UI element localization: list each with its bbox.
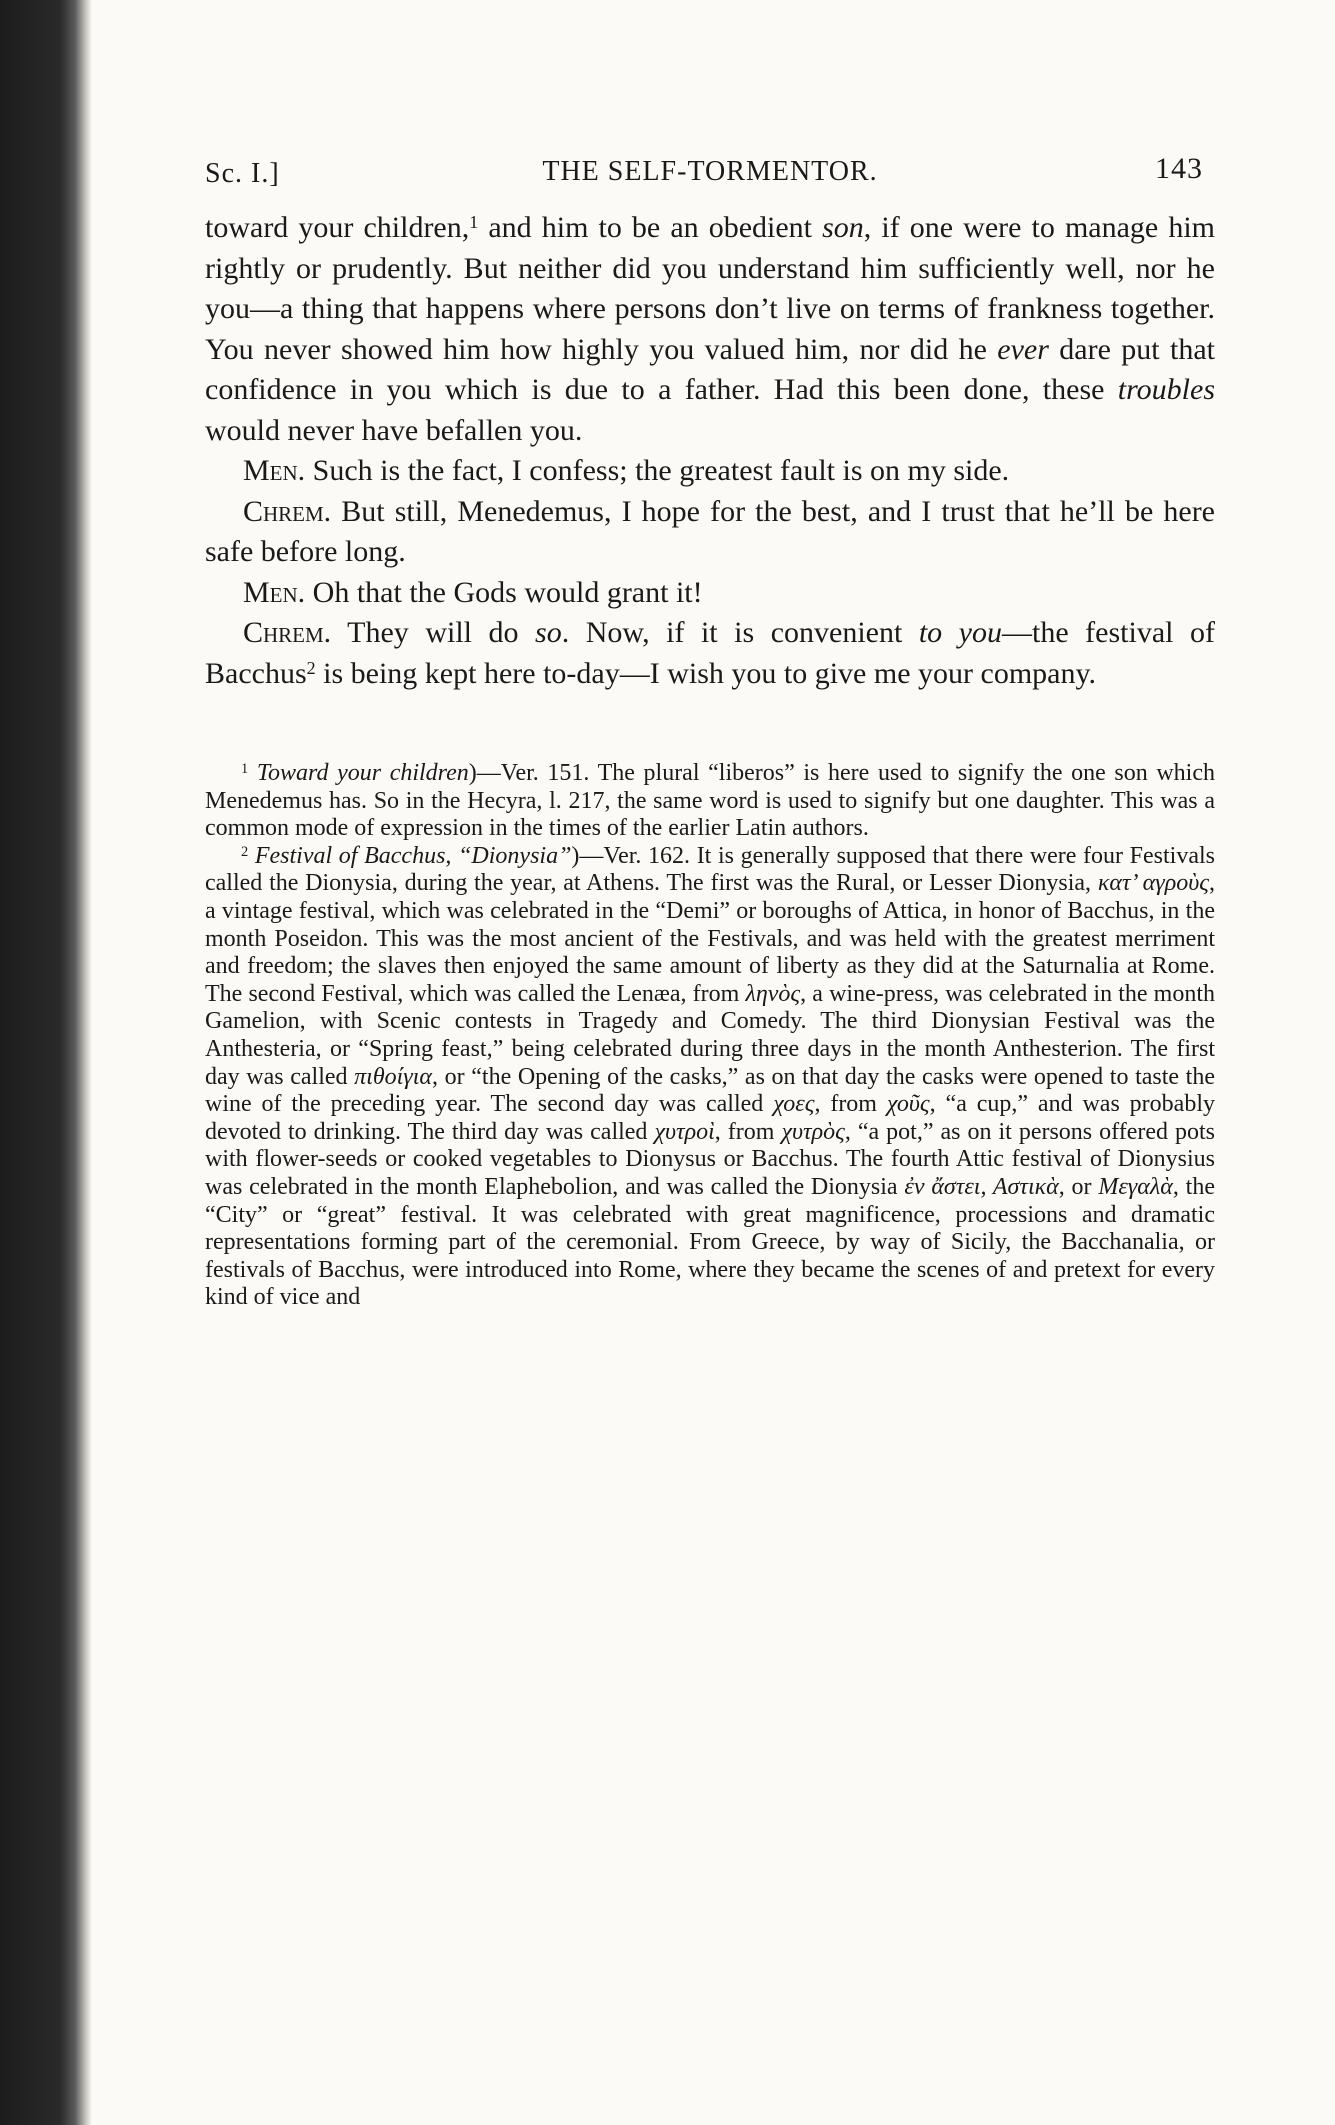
footnote-1: $^1$ Toward your children)—Ver. 151. The plural “liberos” is here used to signify the one son which Menedemus has. So in the Hecyra, l. 217, the same word is used to signify but one daughter. This was a common mode of expression in the times of the earlier Latin authors. xyxy=(205,760,1215,842)
paragraph-1: toward your children,$^1$ and him to be an obedient son, if one were to manage him rightly or prudently. But neither did you understand him sufficiently well, nor he you—a thing that happens where persons don’t live on terms of frankness together. You never showed him how highly you valued him, nor did he ever dare put that confidence in you which is due to a father. Had this been done, these troubles would never have befallen you. xyxy=(205,211,1215,447)
running-title: THE SELF-TORMENTOR. xyxy=(542,156,878,187)
book-page xyxy=(205,150,1215,1312)
binding-shadow xyxy=(0,0,92,2125)
greek-term: χοες xyxy=(773,1091,815,1118)
running-head xyxy=(205,150,1215,204)
page-number: 143 xyxy=(1155,152,1203,185)
footnote-lemma: Toward your children xyxy=(256,760,469,786)
greek-term: ἐν ἄστει, Αστικὰ xyxy=(904,1173,1059,1200)
footnote-marker: 2 xyxy=(241,843,249,860)
speech-chremes-1: Chrem. But still, Menedemus, I hope for the best, and I trust that he’ll be here safe before long. xyxy=(205,494,1215,568)
footnote-ref-1: 1 xyxy=(469,212,479,232)
footnote-ref-2: 2 xyxy=(306,657,316,678)
speaker-name: Chrem. xyxy=(243,494,332,528)
greek-term: χυτρὸς xyxy=(781,1118,845,1145)
footnote-lemma: Festival of Bacchus, “Dionysia” xyxy=(254,842,572,869)
speech-menedemus-2: Men. Oh that the Gods would grant it! xyxy=(243,575,703,609)
speech-menedemus-1: Men. Such is the fact, I confess; the greatest fault is on my side. xyxy=(243,454,1010,487)
main-text xyxy=(205,208,1215,694)
section-marker: Sc. I.] xyxy=(205,158,280,189)
footnote-2: $^2$ Festival of Bacchus, “Dionysia”)—Ver. 162. It is generally supposed that there were four Festivals called the Dionysia, during the year, at Athens. The first was the Rural, or Lesser Dionysia, κατ’ αγροὺς, a vintage festival, which was celebrated in the “Demi” or boroughs of Attica, in honor of Bacchus, in the month Poseidon. This was the most ancient of the Festivals, and was held with the greatest merriment and freedom; the slaves then enjoyed the same amount of liberty as they did at the Saturnalia at Rome. The second Festival, which was called the Lenæa, from ληνὸς, a wine-press, was celebrated in the month Gamelion, with Scenic contests in Tragedy and Comedy. The third Dionysian Festival was the Anthesteria, or “Spring feast,” being celebrated during three days in the month Anthesterion. The first day was called πιθοίγια, or “the Opening of the casks,” as on that day the casks were opened to taste the wine of the preceding year. The second day was called χοες, from χοῦς, “a cup,” and was probably devoted to drinking. The third day was called χυτροὶ, from χυτρὸς, “a pot,” as on it persons offered pots with flower-seeds or cooked vegetables to Dionysus or Bacchus. The fourth Attic festival of Dionysius was celebrated in the month Elaphebolion, and was called the Dionysia ἐν ἄστει, Αστικὰ, or Μεγαλὰ, the “City” or “great” festival. It was celebrated with great magnificence, processions and dramatic representations forming part of the ceremonial. From Greece, by way of Sicily, the Bacchanalia, or festivals of Bacchus, were introduced into Rome, where they became the scenes of and pretext for every kind of vice and xyxy=(205,842,1216,1311)
speaker-name: Men. xyxy=(243,575,306,609)
greek-term: ληνὸς xyxy=(745,980,801,1007)
greek-term: χυτροὶ xyxy=(654,1118,715,1145)
greek-term: Μεγαλὰ xyxy=(1098,1173,1173,1200)
speaker-name: Chrem. xyxy=(243,616,332,649)
greek-term: κατ’ αγροὺς xyxy=(1097,870,1209,897)
speaker-name: Men. xyxy=(243,454,306,487)
footnote-marker: 1 xyxy=(241,760,249,777)
footnotes xyxy=(205,760,1215,1312)
greek-term: πιθοίγια xyxy=(354,1063,433,1090)
greek-term: χοῦς xyxy=(886,1091,930,1118)
speech-chremes-2: Chrem. They will do so. Now, if it is convenient to you—the festival of Bacchus$^2$ is being kept here to-day—I wish you to give me your company. xyxy=(205,616,1215,690)
